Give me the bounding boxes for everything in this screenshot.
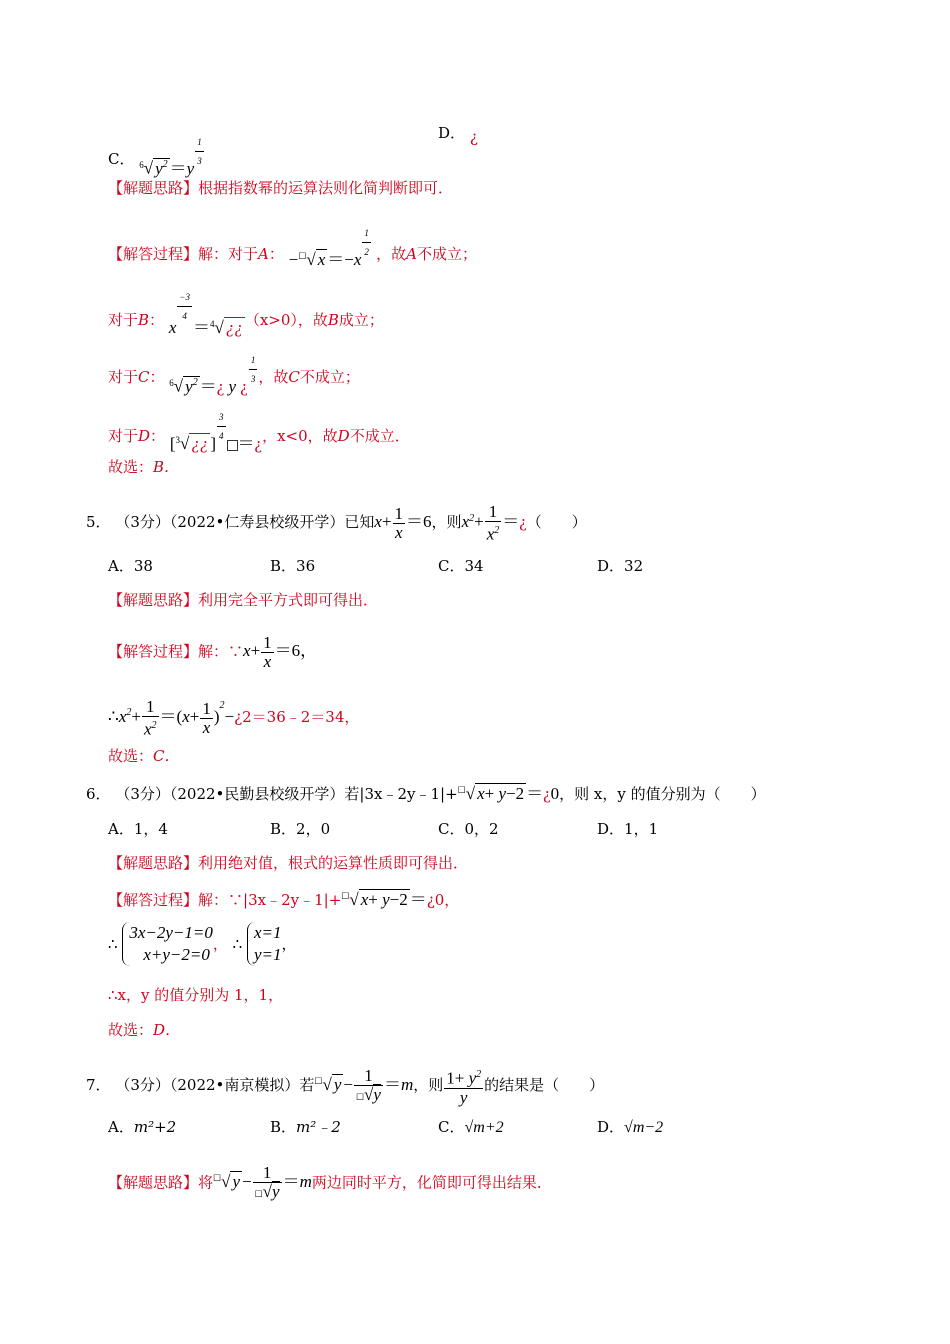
q5-option-a[interactable] xyxy=(108,555,153,576)
formula-a: −☐√ x ＝−x $\frac{1}{2}$ xyxy=(289,250,376,269)
q4-option-d xyxy=(438,123,478,146)
process-text: （x>0），故 xyxy=(244,311,328,329)
question-text: ，则 xyxy=(413,1076,444,1095)
equation: x+y−2=0 xyxy=(143,945,210,964)
option-value: 1，1 xyxy=(624,820,659,838)
q5-hint xyxy=(108,590,378,610)
q6-radical: ☐√ x+ y−2 ＝¿0 xyxy=(457,784,560,803)
option-label: A． xyxy=(108,557,134,575)
option-label: C． xyxy=(438,557,465,575)
q5-process xyxy=(108,634,317,671)
process-text: ，故 xyxy=(376,245,407,263)
process-text: 不成立． xyxy=(349,427,410,445)
q7-question xyxy=(86,1066,604,1107)
question-number: 5． xyxy=(86,513,111,532)
hint-text: 将 xyxy=(198,1173,214,1192)
equation: x=1 xyxy=(253,923,282,942)
q4-process-a: 【解答过程】解：对于A： −☐√ x ＝−x $\frac{1}{2}$ ，故A不成立； xyxy=(108,218,477,264)
q7-target-formula: $\frac{1+ y^2}{y}$ xyxy=(443,1075,484,1094)
q7-option-a[interactable] xyxy=(108,1116,176,1137)
hint-tag: 【解题思路】 xyxy=(108,1173,199,1192)
process-text: ，x<0，故 xyxy=(262,427,338,445)
option-label: C． xyxy=(438,820,465,838)
question-text: ，则 xyxy=(431,513,462,532)
process-text: 对于 xyxy=(108,427,139,445)
hint-text: 两边同时平方，化简即可得出结果． xyxy=(311,1173,552,1192)
option-value: √m+2 xyxy=(464,1119,504,1136)
question-source: （2022•民勤县校级开学）若|3x﹣2y﹣1|+ xyxy=(169,785,458,803)
option-label: D． xyxy=(597,820,625,838)
q4-process-c: 对于C： $^6$√ $y^2$ ＝¿ y ¿ $\frac{1}{3}$ ，故C不成立； xyxy=(108,341,360,387)
q6-answer xyxy=(108,1020,180,1040)
variable: B xyxy=(138,311,150,329)
process-text: 解：∵|3x﹣2y﹣1|+ xyxy=(198,891,342,909)
option-value: 34 xyxy=(464,557,484,575)
q4-answer xyxy=(108,457,179,477)
formula-c: $^6$√ $y^2$ ＝¿ y ¿ $\frac{1}{3}$ xyxy=(169,377,258,396)
hint-text: 利用绝对值，根式的运算性质即可得出． xyxy=(198,854,469,872)
q5-given-formula: x+ $\frac{1}{x}$ ＝6 xyxy=(374,503,432,542)
q7-option-b[interactable] xyxy=(270,1116,341,1137)
hint-tag: 【解题思路】 xyxy=(108,591,199,609)
option-label: C． xyxy=(438,1118,465,1136)
question-tail: （ ） xyxy=(526,513,587,532)
option-c-formula: $^6$√ $y^2 =y$ $\frac{1}{3}$ xyxy=(139,159,204,178)
q5-option-b[interactable] xyxy=(270,555,315,576)
answer-prefix: 故选： xyxy=(108,458,154,476)
q6-process: 【解答过程】解：∵|3x﹣2y﹣1|+☐√ x+ y−2 ＝¿0， xyxy=(108,890,460,909)
variable: C xyxy=(138,368,150,386)
q5-target-formula: $x^2+$ $\frac{1}{x^2}$ ＝¿ xyxy=(461,502,527,544)
process-text: 解：对于 xyxy=(198,245,259,263)
variable: B xyxy=(327,311,339,329)
process-tag: 【解答过程】 xyxy=(108,891,199,909)
q6-option-a[interactable] xyxy=(108,818,168,839)
variable: A xyxy=(406,245,417,263)
answer-prefix: 故选： xyxy=(108,1021,154,1039)
q7-option-c[interactable] xyxy=(438,1116,504,1137)
process-text: 成立； xyxy=(338,311,384,329)
q5-question xyxy=(86,503,587,544)
answer-value: B． xyxy=(153,458,180,476)
equation: 3x−2y−1=0 xyxy=(129,923,213,942)
process-text: 不成立； xyxy=(299,368,360,386)
step-result: ¿2＝36﹣2＝34， xyxy=(234,708,360,726)
process-text: 不成立； xyxy=(416,245,477,263)
q6-hint xyxy=(108,853,468,873)
system-2 xyxy=(247,922,282,966)
process-text: 解：∵ xyxy=(198,642,244,661)
q4-process-d: 对于D： [$^3$√ ¿¿ ] $\frac{3}{4}$ ＝¿，x<0，故D不成立． xyxy=(108,400,410,446)
option-value: 38 xyxy=(133,557,153,575)
hint-text: 利用完全平方式即可得出． xyxy=(198,591,379,609)
option-value: 0，2 xyxy=(464,820,499,838)
equation: y=1 xyxy=(253,945,282,964)
option-label: B． xyxy=(270,820,297,838)
conclusion-text: ∴x，y 的值分别为 1，1， xyxy=(108,986,284,1004)
option-label: D． xyxy=(438,124,466,142)
option-value: 1，4 xyxy=(133,820,168,838)
option-label: B． xyxy=(270,1118,297,1136)
option-d-content: ¿ xyxy=(469,128,478,146)
question-source: （2022•仁寿县校级开学）已知 xyxy=(169,513,375,532)
option-value: 36 xyxy=(296,557,316,575)
process-text: 对于 xyxy=(108,368,139,386)
question-number: 6． xyxy=(86,785,111,803)
process-tag: 【解答过程】 xyxy=(108,642,199,661)
hint-tag: 【解题思路】 xyxy=(108,854,199,872)
q6-question xyxy=(86,780,766,804)
process-text: ，故 xyxy=(258,368,289,386)
option-value: 32 xyxy=(624,557,644,575)
q5-option-d[interactable] xyxy=(597,555,643,576)
variable: A xyxy=(258,245,269,263)
q4-process-b: 对于B： x $\frac{-3}{4}$ ＝$^4$√ ¿¿ （x>0），故B成立； xyxy=(108,280,384,330)
q5-step2 xyxy=(108,696,359,738)
option-label: C． xyxy=(108,150,135,168)
process-tag: 【解答过程】 xyxy=(108,245,199,263)
q5-process-formula: x+ $\frac{1}{x}$ ＝6， xyxy=(243,633,318,671)
option-value: √m−2 xyxy=(624,1119,664,1136)
q6-option-c[interactable] xyxy=(438,818,499,839)
eq-value: 6 xyxy=(423,512,432,532)
system-1 xyxy=(122,922,213,966)
option-label: A． xyxy=(108,820,134,838)
variable: D xyxy=(138,427,151,445)
variable: D xyxy=(337,427,350,445)
option-label: D． xyxy=(597,557,625,575)
hint-tag: 【解题思路】 xyxy=(108,179,199,197)
q6-conclusion xyxy=(108,985,283,1005)
q5-option-c[interactable] xyxy=(438,555,484,576)
q5-answer xyxy=(108,746,180,766)
option-value: m²﹣2 xyxy=(296,1118,341,1136)
q7-hint-formula: ☐√ y − $\frac{1}{☐√y}$ ＝m xyxy=(213,1163,312,1201)
q5-step2-formula: $\therefore x^2+$ $\frac{1}{x^2}$ ＝(x+ $\frac{1}{x}$ )$^2$− xyxy=(108,696,235,739)
q4-option-c xyxy=(108,123,205,178)
option-label: D． xyxy=(597,1118,625,1136)
option-value: m²+2 xyxy=(133,1118,177,1136)
q4-hint xyxy=(108,178,453,198)
option-value: 2，0 xyxy=(296,820,331,838)
q7-hint xyxy=(108,1164,552,1203)
question-score: （3分） xyxy=(115,1076,170,1095)
question-source: （2022•南京模拟）若 xyxy=(169,1076,315,1095)
question-tail: ，则 x，y 的值分别为（ ） xyxy=(559,785,766,803)
placeholder-box-icon xyxy=(227,440,238,451)
question-tail: 的结果是（ ） xyxy=(484,1076,605,1095)
q6-systems: ∴ 3x−2y−1=0 x+y−2=0 ， ∴ x=1 y=1 ， xyxy=(108,923,297,964)
option-label: A． xyxy=(108,1118,134,1136)
q7-given-formula: ☐√ y − $\frac{1}{☐√y}$ ＝m xyxy=(314,1065,414,1104)
question-score: （3分） xyxy=(115,513,170,532)
q7-option-d[interactable] xyxy=(597,1116,663,1137)
process-text: 对于 xyxy=(108,311,139,329)
q6-option-d[interactable] xyxy=(597,818,658,839)
q6-option-b[interactable] xyxy=(270,818,330,839)
answer-value: D． xyxy=(153,1021,181,1039)
formula-d: [$^3$√ ¿¿ ] $\frac{3}{4}$ ＝¿ xyxy=(170,434,262,453)
question-number: 7． xyxy=(86,1076,111,1095)
variable: C xyxy=(288,368,300,386)
option-label: B． xyxy=(270,557,297,575)
formula-b: x $\frac{-3}{4}$ ＝$^4$√ ¿¿ xyxy=(169,318,245,337)
question-score: （3分） xyxy=(115,785,170,803)
hint-text: 根据指数幂的运算法则化简判断即可． xyxy=(198,179,454,197)
q6-process-radical: ☐√ x+ y−2 ＝ xyxy=(341,890,427,909)
answer-prefix: 故选： xyxy=(108,747,154,765)
answer-value: C． xyxy=(153,747,180,765)
